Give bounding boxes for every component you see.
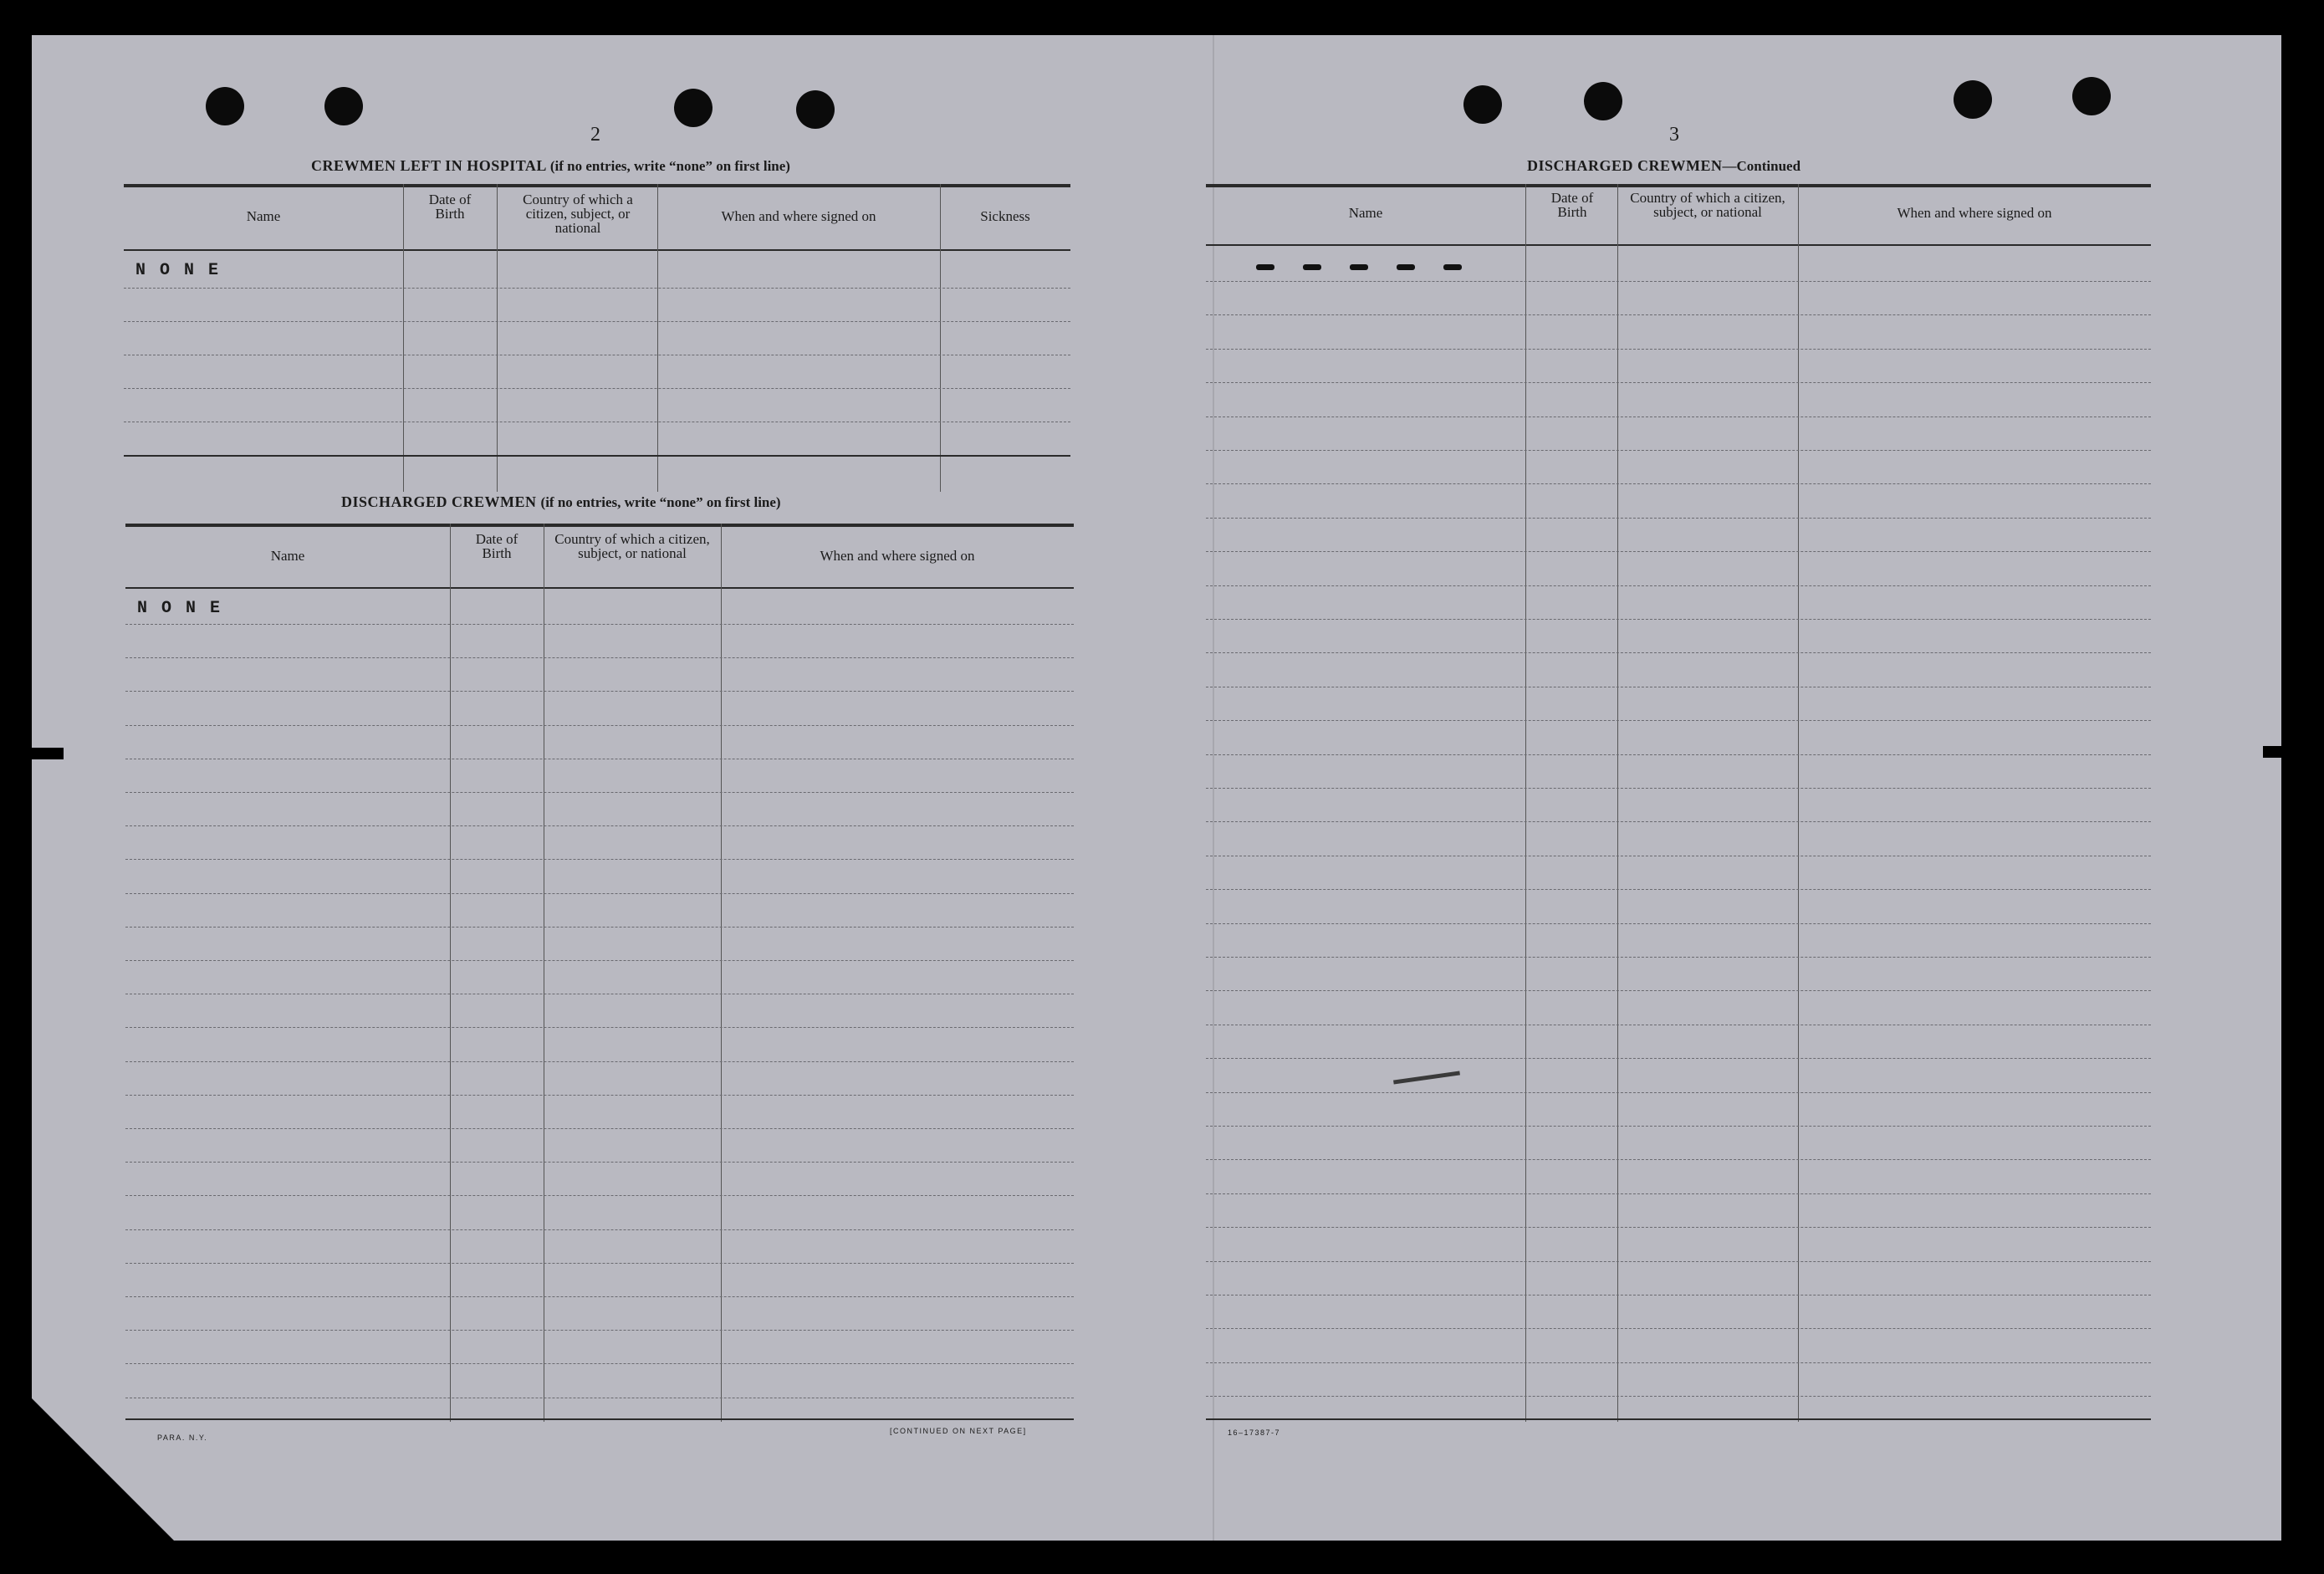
ruled-line (1206, 1227, 2151, 1228)
punch-hole (674, 89, 713, 127)
redacted-mark (1350, 264, 1368, 270)
discharged-title: DISCHARGED CREWMEN (if no entries, write “none” on first line) (341, 493, 781, 510)
ruled-line (1206, 720, 2151, 721)
col-header-signed-on: When and where signed on (721, 208, 876, 224)
redacted-mark (1303, 264, 1321, 270)
ruled-line (1206, 1261, 2151, 1262)
col-header-signed-on: When and where signed on (820, 548, 975, 564)
ruled-line (1206, 754, 2151, 755)
ruled-line (1206, 585, 2151, 586)
edge-tear (2263, 746, 2303, 758)
ruled-line (1206, 821, 2151, 822)
ruled-line (1206, 923, 2151, 924)
ruled-line (1206, 990, 2151, 991)
ruled-line (125, 1229, 1074, 1230)
footer-continued: [CONTINUED ON NEXT PAGE] (890, 1427, 1027, 1435)
col-header-name: Name (1348, 205, 1383, 221)
col-header-country: Country of which a citizen, subject, or national (554, 531, 710, 561)
ruled-line (1206, 518, 2151, 519)
ruled-line-bottom (125, 1418, 1074, 1420)
ruled-line (1206, 483, 2151, 484)
hospital-note: (if no entries, write “none” on first line) (549, 158, 790, 174)
hospital-table (124, 184, 1070, 500)
ruled-line (1206, 619, 2151, 620)
discharged-entry-none: NONE (137, 599, 235, 618)
ruled-line (125, 624, 1074, 625)
ruled-line (125, 1330, 1074, 1331)
ruled-line (125, 1296, 1074, 1297)
ruled-line (1206, 1328, 2151, 1329)
col-header-signed-on: When and where signed on (1897, 205, 2052, 221)
ruled-line (125, 725, 1074, 726)
ruled-line (1206, 281, 2151, 282)
ruled-line (1206, 416, 2151, 417)
ruled-line (125, 1363, 1074, 1364)
discharged-table (125, 524, 1074, 1422)
punch-hole (324, 87, 363, 125)
document-sheet (32, 35, 2281, 1541)
ruled-line (125, 960, 1074, 961)
hospital-title: CREWMEN LEFT IN HOSPITAL (if no entries, write “none” on first line) (311, 157, 790, 174)
ruled-line (125, 657, 1074, 658)
redacted-mark (1443, 264, 1462, 270)
punch-hole (1584, 82, 1622, 120)
col-header-date-of-birth: Date of Birth (475, 531, 518, 561)
discharged-continued-title: DISCHARGED CREWMEN—Continued (1527, 157, 1801, 174)
col-header-country: Country of which a citizen, subject, or national (523, 192, 633, 236)
redacted-mark (1256, 264, 1274, 270)
discharged-note: (if no entries, write “none” on first line) (540, 494, 781, 510)
redacted-mark (1397, 264, 1415, 270)
ruled-line (125, 1162, 1074, 1163)
col-header-sickness: Sickness (980, 208, 1030, 224)
punch-hole (796, 90, 835, 129)
col-header-name: Name (246, 208, 281, 224)
ruled-line (1206, 889, 2151, 890)
ruled-line (1206, 652, 2151, 653)
ruled-line (125, 825, 1074, 826)
ruled-line (125, 893, 1074, 894)
ruled-line (125, 1128, 1074, 1129)
ruled-line (1206, 1058, 2151, 1059)
col-header-date-of-birth: Date of Birth (428, 192, 472, 222)
ruled-line (125, 1195, 1074, 1196)
ruled-line (1206, 349, 2151, 350)
ruled-line (1206, 1159, 2151, 1160)
ruled-line (125, 1263, 1074, 1264)
discharged-continued-table (1206, 184, 2151, 1422)
page-number-left: 2 (590, 124, 600, 146)
ruled-line (125, 859, 1074, 860)
punch-hole (1954, 80, 1992, 119)
page-number-right: 3 (1669, 124, 1679, 146)
ruled-line (1206, 314, 2151, 315)
ruled-line-bottom (1206, 1418, 2151, 1420)
ruled-line (1206, 788, 2151, 789)
col-header-country: Country of which a citizen, subject, or national (1630, 190, 1785, 220)
footer-form-number: 16–17387-7 (1228, 1428, 1281, 1437)
ruled-line (125, 1027, 1074, 1028)
ruled-line (1206, 957, 2151, 958)
ruled-line (1206, 1126, 2151, 1127)
ruled-line (125, 691, 1074, 692)
ruled-line (1206, 1396, 2151, 1397)
hospital-entry-none: NONE (135, 261, 233, 280)
punch-hole (206, 87, 244, 125)
ruled-line (1206, 450, 2151, 451)
ruled-line (125, 1095, 1074, 1096)
punch-hole (2072, 77, 2111, 115)
ruled-line (125, 927, 1074, 928)
ruled-line (1206, 551, 2151, 552)
ruled-line (1206, 382, 2151, 383)
edge-tear (23, 748, 64, 759)
ruled-line (1206, 1193, 2151, 1194)
ruled-line (1206, 1092, 2151, 1093)
col-header-date-of-birth: Date of Birth (1550, 190, 1594, 220)
ruled-line (125, 1061, 1074, 1062)
ruled-line (125, 792, 1074, 793)
punch-hole (1463, 85, 1502, 124)
col-header-name: Name (270, 548, 305, 564)
footer-printer: PARA. N.Y. (157, 1433, 208, 1442)
ruled-line (1206, 1362, 2151, 1363)
